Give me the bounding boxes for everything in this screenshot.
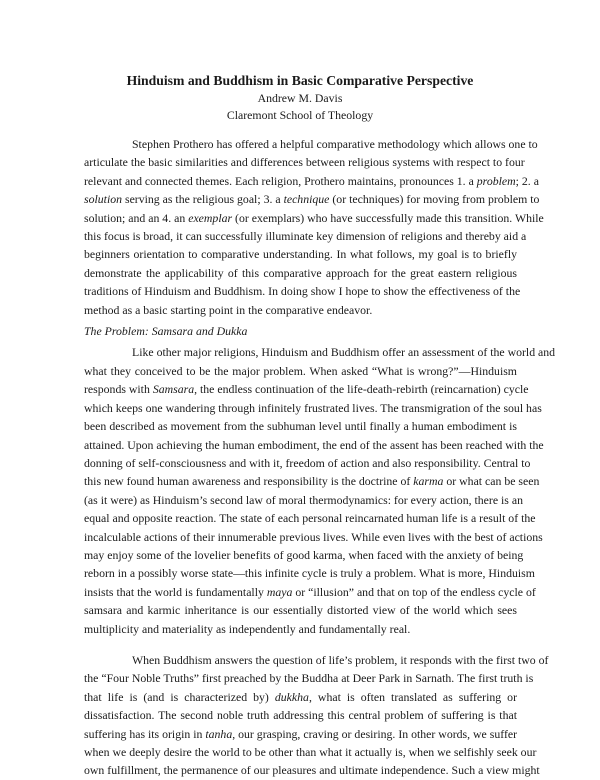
text-segment: Like other major religions, Hinduism and Buddhism offer an assessment of the world and [132, 345, 556, 360]
text-segment: method as a basic starting point in the comparative endeavor. [84, 302, 373, 317]
text-line [84, 227, 527, 245]
italic-term: problem [476, 173, 516, 188]
text-segment: traditions of Hinduism and Buddhism. In doing show I hope to show the effectiveness of the [84, 284, 521, 299]
text-segment: samsara and karmic inheritance is our essentially distorted view of the world which sees [84, 603, 517, 618]
paragraph-introduction [84, 135, 544, 319]
text-segment: articulate the basic similarities and differences between religious systems with respect to four [84, 155, 525, 170]
italic-term: maya [266, 584, 293, 599]
text-segment: When Buddhism answers the question of life’s problem, it responds with the first two of [132, 652, 549, 667]
author-affiliation: Claremont School of Theology [226, 108, 374, 122]
text-segment: solution; and an 4. an [84, 210, 189, 225]
text-line [84, 209, 544, 227]
text-line [84, 669, 534, 687]
text-segment: dissatisfaction. The second noble truth addressing this central problem of suffering is that [84, 708, 517, 723]
text-line [84, 282, 521, 300]
text-line [84, 601, 517, 619]
text-segment: incalculable actions of their innumerable previous lives. While even lives with the best of actions [84, 529, 543, 544]
text-segment: what they conceived to be the major problem. When asked “What is wrong?”—Hinduism [84, 363, 517, 378]
text-segment: insists that the world is fundamentally [84, 584, 267, 599]
text-segment: , our grasping, craving or desiring. In other words, we suffer [232, 726, 518, 741]
text-segment: or what can be seen [443, 474, 540, 489]
text-line [84, 301, 517, 319]
text-line [84, 245, 517, 263]
text-segment: own fulfillment, the permanence of our pleasures and ultimate independence. Such a view might [84, 763, 540, 778]
text-line [84, 761, 540, 779]
text-line [84, 743, 537, 761]
text-segment: attained. Upon achieving the human embodiment, the end of the assent has been reached with the [84, 437, 544, 452]
paragraph-buddhism-problem [84, 651, 549, 780]
text-segment: this focus is broad, it can successfully illuminate key dimension of religions and thereby aid a [84, 229, 527, 244]
document-title: Hinduism and Buddhism in Basic Comparative Perspective [126, 73, 474, 88]
text-segment: that life is (and is characterized by) [84, 689, 275, 704]
text-segment: , the endless continuation of the life-death-rebirth (reincarnation) cycle [194, 382, 529, 397]
text-line [84, 509, 536, 527]
italic-term: technique [283, 192, 330, 207]
italic-term: Samsara [152, 382, 195, 397]
italic-term: exemplar [188, 210, 233, 225]
text-line [84, 620, 517, 638]
text-segment: , what is often translated as suffering or [308, 689, 517, 704]
section-heading: The Problem: Samsara and Dukka [84, 324, 248, 339]
text-line [84, 706, 517, 724]
text-line [84, 417, 517, 435]
italic-term: solution [84, 192, 123, 207]
author-name: Andrew M. Davis [257, 91, 343, 105]
text-segment: when we deeply desire the world to be other than what it actually is, when we selfishly seek our [84, 745, 537, 759]
text-segment: or “illusion” and that on top of the endless cycle of [292, 584, 536, 599]
paragraph-hinduism-problem [84, 343, 556, 638]
text-segment: which keeps one wandering through infinitely frustrated lives. The transmigration of the soul has [84, 400, 542, 415]
text-segment: reborn in a possibly worse state—this infinite cycle is truly a problem. What is more, Hinduism [84, 566, 535, 581]
text-line [84, 153, 525, 171]
text-line [84, 651, 549, 669]
text-segment: (as it were) as Hinduism’s second law of moral thermodynamics: for every action, there is an [84, 492, 523, 507]
text-line [84, 362, 517, 380]
text-segment: suffering has its origin in [84, 726, 206, 741]
text-segment: demonstrate the applicability of this comparative approach for the great eastern religious [84, 265, 517, 280]
text-segment: beginners orientation to comparative understanding. In what follows, my goal is to briefly [84, 247, 517, 262]
text-line [84, 546, 524, 564]
text-line [84, 264, 517, 282]
text-segment: this new found human awareness and responsibility is the doctrine of [84, 474, 414, 489]
text-segment: responds with [84, 382, 153, 397]
text-segment: serving as the religious goal; 3. a [122, 192, 284, 207]
text-segment: donning of self-consciousness and with it, freedom of action and also responsibility. Central to [84, 455, 531, 470]
text-line [84, 380, 529, 398]
text-line [84, 564, 535, 582]
text-segment: relevant and connected themes. Each religion, Prothero maintains, pronounces 1. a [84, 173, 477, 188]
text-segment: (or techniques) for moving from problem to [329, 192, 540, 207]
text-line [84, 135, 538, 153]
text-line [84, 454, 531, 472]
italic-term: karma [413, 474, 444, 489]
text-segment: multiplicity and materiality as independently and fundamentally real. [84, 621, 411, 636]
italic-term: tanha [205, 726, 233, 741]
text-line [84, 688, 517, 706]
text-line [84, 190, 540, 208]
text-segment: may enjoy some of the lovelier benefits of good karma, when faced with the anxiety of being [84, 547, 524, 562]
text-line [84, 399, 542, 417]
text-line [84, 343, 556, 361]
text-segment: equal and opposite reaction. The state of each personal reincarnated human life is a result of the [84, 511, 536, 526]
text-line [84, 583, 536, 601]
text-line [84, 472, 540, 490]
text-line [84, 725, 517, 743]
text-segment: been described as movement from the subhuman level until finally a human embodiment is [84, 419, 517, 434]
text-segment: Stephen Prothero has offered a helpful comparative methodology which allows one to [132, 137, 538, 151]
text-segment: ; 2. a [515, 173, 539, 188]
text-segment: (or exemplars) who have successfully made this transition. While [232, 210, 544, 225]
text-line [84, 528, 543, 546]
italic-term: dukkha [274, 689, 309, 704]
text-line [84, 491, 523, 509]
text-line [84, 436, 544, 454]
text-line [84, 172, 539, 190]
text-segment: the “Four Noble Truths” first preached by the Buddha at Deer Park in Sarnath. The first truth is [84, 671, 534, 686]
